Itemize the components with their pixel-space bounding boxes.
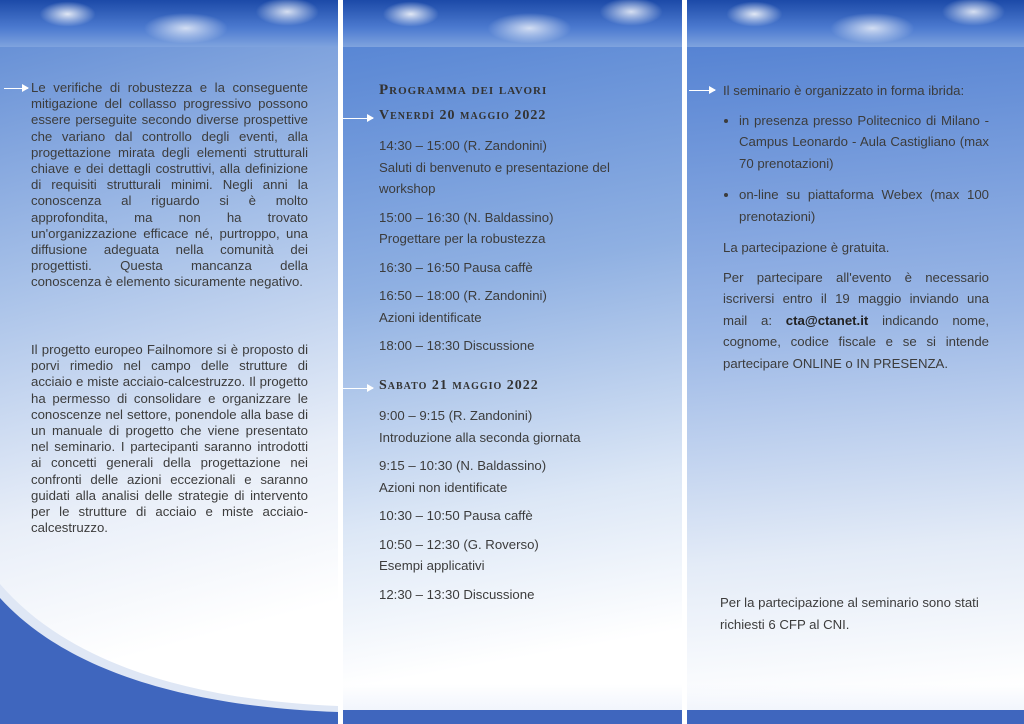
arrow-icon xyxy=(4,88,28,89)
schedule-item: 14:30 – 15:00 (R. Zandonini) Saluti di benvenuto e presentazione del workshop xyxy=(379,138,610,196)
list-item: • in presenza presso Politecnico di Milano - Campus Leonardo - Aula Castigliano (max 70 prenotazioni) xyxy=(739,110,989,175)
footer-band xyxy=(687,710,1024,724)
email-link[interactable]: cta@ctanet.it xyxy=(785,312,869,328)
sky-banner xyxy=(343,0,682,47)
sky-banner xyxy=(0,0,338,47)
program-title: Programma dei lavori xyxy=(379,82,548,98)
footer-band xyxy=(343,710,682,724)
arrow-icon xyxy=(689,90,715,91)
free-notice: La partecipazione è gratuita. xyxy=(723,240,890,255)
day1-heading: Venerdì 20 maggio 2022 xyxy=(379,108,547,123)
schedule-item: 10:30 – 10:50 Pausa caffè xyxy=(379,508,533,523)
project-paragraph: Il progetto europeo Failnomore si è proposto di porvi rimedio nel campo delle strutture di acciaio e miste acciaio-calcestruzzo. Il progetto ha permesso di consolidare e organizzare le conoscenze nel settore, ponendole alla base di un manuale di progetto che viene presentato nel seminario. I partecipanti saranno introdotti ai concetti generali della progettazione nei confronti delle azioni eccezionali e saranno guidati alla analisi delle strategie di intervento per le strutture di acciaio e miste acciaio-calcestruzzo. xyxy=(31,342,308,536)
day1-schedule xyxy=(379,135,669,364)
arrow-icon xyxy=(343,388,373,389)
hybrid-intro: Il seminario è organizzato in forma ibrida: xyxy=(723,83,965,98)
attendance-list xyxy=(723,110,989,228)
schedule-item: 10:50 – 12:30 (G. Roverso) Esempi applicativi xyxy=(379,536,539,573)
schedule-item: 12:30 – 13:30 Discussione xyxy=(379,586,535,602)
schedule-item: 15:00 – 16:30 (N. Baldassino) Progettare per la robustezza xyxy=(379,209,554,246)
cfp-notice: Per la partecipazione al seminario sono stati richiesti 6 CFP al CNI. xyxy=(720,595,979,632)
footer-light xyxy=(687,684,1024,710)
info-block xyxy=(723,80,989,382)
left-panel xyxy=(0,0,338,724)
schedule-item: 16:50 – 18:00 (R. Zandonini) Azioni identificate xyxy=(379,288,547,325)
right-panel xyxy=(687,0,1024,724)
wave-decoration xyxy=(0,584,338,724)
footer-light xyxy=(343,684,682,710)
schedule-item: 16:30 – 16:50 Pausa caffè xyxy=(379,259,533,275)
schedule-item: 9:15 – 10:30 (N. Baldassino) Azioni non identificate xyxy=(379,458,547,495)
middle-panel xyxy=(343,0,682,724)
list-item: • on-line su piattaforma Webex (max 100 prenotazioni) xyxy=(739,184,989,227)
day2-schedule xyxy=(379,405,669,612)
schedule-item: 18:00 – 18:30 Discussione xyxy=(379,338,535,353)
schedule-item: 9:00 – 9:15 (R. Zandonini) Introduzione alla seconda giornata xyxy=(379,408,581,445)
sky-banner xyxy=(687,0,1024,47)
intro-paragraph: Le verifiche di robustezza e la conseguente mitigazione del collasso progressivo possono essere perseguite secondo diverse prospettive che variano dal controllo degli eventi, alla progettazione mirata degli elementi strutturali chiave e dei dettagli costruttivi, alla definizione di requisiti strutturali minimi. Negli anni la conoscenza al riguardo si è molto approfondita, ma non ha trovato un'organizzazione efficace né, purtroppo, una diffusione adeguata nella comunità dei progettisti. Questa mancanza della conoscenza è elemento sicuramente negativo. xyxy=(31,80,308,290)
arrow-icon xyxy=(343,118,373,119)
day2-heading: Sabato 21 maggio 2022 xyxy=(379,378,539,393)
registration-text: Per partecipare all'evento è necessario iscriversi entro il 19 maggio inviando una mail a: cta@ctanet.it indicando nome, cognome, codice fiscale e se si intende partecipare ONLINE o IN PRESENZA. xyxy=(723,269,989,371)
